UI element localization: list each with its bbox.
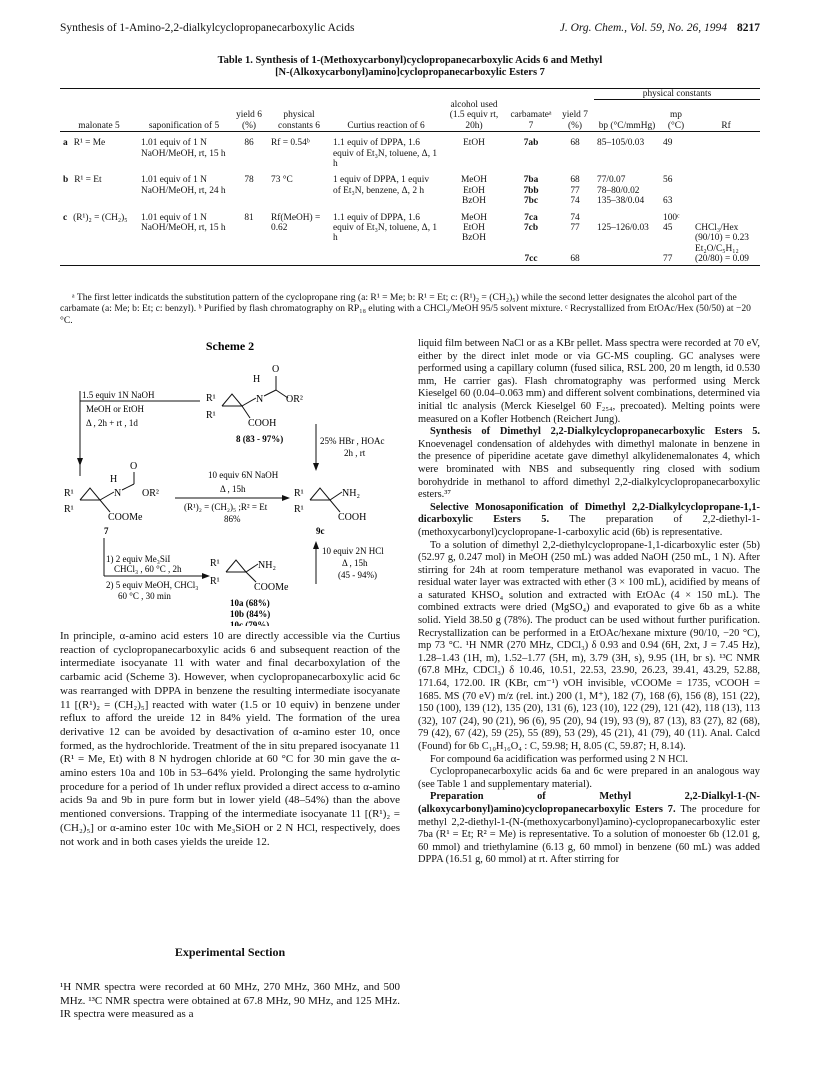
paragraph: ¹H NMR spectra were recorded at 60 MHz, 270 MHz, 360 MHz, and 500 MHz. ¹³C NMR spectra were obtained at 67.8 MHz, 90 MHz, and 125 MHz. IR spectra were measured as a bbox=[60, 981, 400, 1021]
table-cell: 78 bbox=[244, 175, 254, 186]
paragraph bbox=[418, 791, 760, 867]
r1-label: R¹ bbox=[206, 410, 216, 421]
table-cell: 74 77 68 bbox=[570, 212, 580, 265]
table-cell bbox=[692, 132, 760, 170]
table-cell: MeOH EtOH BzOH bbox=[460, 212, 488, 244]
h-label: H bbox=[253, 374, 261, 385]
left-column bbox=[60, 630, 400, 849]
compound-8-label: 8 (83 - 97%) bbox=[236, 434, 284, 444]
compound-7-label: 7 bbox=[104, 526, 109, 536]
table-cell: 68 bbox=[570, 138, 580, 149]
yield-10b: 10b (84%) bbox=[230, 609, 271, 619]
column-header: yield 6 (%) bbox=[236, 110, 262, 131]
paragraph-text: The preparation of 2,2-diethyl-1-(methoxycarbonyl)cyclopropane-1-carboxylic acid (6b) is representative. bbox=[418, 514, 761, 538]
column-header: saponification of 5 bbox=[148, 120, 220, 131]
paragraph-text: The procedure for methyl 2,2-diethyl-1-(N-(methoxycarbonyl)amino)-cyclopropanecarboxylic ester 7ba (R¹ = Et; R² = Me) is representative. To a solution of monoester 6b (12.01 g, 60 mmol) and triethylamine (6.13 g, 60 mmol) in benzene (60 mL) was added DPPA (16.51 g, 60 mmol) at rt. After stirring for bbox=[418, 803, 760, 866]
paragraph: For compound 6a acidification was performed using 2 N HCl. bbox=[430, 753, 688, 765]
running-title: Synthesis of 1-Amino-2,2-dialkylcyclopropanecarboxylic Acids bbox=[60, 22, 355, 34]
cooh-label: COOH bbox=[248, 418, 277, 429]
table-cell bbox=[692, 169, 760, 206]
column-header: Curtius reaction of 6 bbox=[347, 120, 425, 131]
table-cell: EtOH bbox=[463, 138, 485, 149]
paragraph bbox=[418, 502, 760, 540]
condition-text: 2) 5 equiv MeOH, CHCl₃ bbox=[106, 580, 199, 590]
paragraph-text: Knoevenagel condensation of aldehydes with dimethyl malonate in benzene in the presence of piperidine acetate gave dimethyl alkylidenemalonates 4, which were brominated with NBS and subsequently ring closed with sodium borohydride in methanol to afford dimethyl 2,2-dialkylcyclopropanecarboxylic esters.³⁷ bbox=[418, 438, 760, 501]
yield-10c: 10c (79%) bbox=[230, 620, 270, 626]
table-cell: 1.01 equiv of 1 N NaOH/MeOH, rt, 15 h bbox=[141, 138, 226, 159]
table-cell: 1 equiv of DPPA, 1 equiv of Et₃N, benzene, Δ, 2 h bbox=[333, 175, 430, 196]
malonate-value: R¹ = Et bbox=[74, 175, 102, 186]
condition-text: 1.5 equiv 1N NaOH bbox=[82, 390, 155, 400]
paragraph: In principle, α-amino acid esters 10 are directly accessible via the Curtius reaction of cyclopropanecarboxylic acids 6 and subsequent reaction of the intermediate isocyanate 11 with water and final decarboxylation of the carbamic acid (Scheme 3). However, when cyclopropanecarboxylic acid 6c was rearranged with DPPA in benzene the resulting intermediate isocyanate 11 [(R¹)₂ = (CH₂)₅] reacted with water (1.5 or 10 equiv) in benzene under reflux to afford the ureide 12 in 84% yield. The formation of the urea derivative 12 can be avoided by desactivation of α-amino ester 10, once formed, as the hydrochloride. Treatment of the in situ prepared isocyanate 11 (R¹ = Me, Et) with 8 N hydrogen chloride at 60 °C for 30 min gave the α-amino esters 10a and 10b in 53–64% yield. Prolonging the same hydrolytic procedure for a period of 1h under reflux provided a direct access to α-amino acids 9a and 9b in pure form but in lower yield (48–54%) than the above mentioned conversions. Trapping of the intermediate isocyanate 11 [(R¹)₂ = (CH₂)₅] or α-amino ester 10c with Me₃SiOH or 2 N HCl, respectively, does not work and in both cases yields the ureide 12. bbox=[60, 630, 400, 848]
coome-label: COOMe bbox=[108, 512, 143, 523]
section-title: Experimental Section bbox=[174, 945, 286, 959]
table-caption bbox=[60, 55, 760, 79]
yield-10a: 10a (68%) bbox=[230, 598, 270, 608]
column-header: malonate 5 bbox=[78, 120, 120, 131]
o-label: O bbox=[272, 364, 280, 375]
condition-text: Δ , 15h bbox=[220, 484, 246, 494]
table-cell: 1.1 equiv of DPPA, 1.6 equiv of Et₃N, toluene, Δ, 1 h bbox=[333, 138, 438, 169]
group-header: physical constants bbox=[594, 89, 760, 100]
r1-label: R¹ bbox=[210, 576, 220, 587]
table-cell: 56 63 bbox=[663, 175, 673, 207]
table-row bbox=[60, 132, 760, 170]
table-row bbox=[60, 169, 760, 206]
caption-line: Table 1. Synthesis of 1-(Methoxycarbonyl)cyclopropanecarboxylic Acids 6 and Methyl bbox=[217, 55, 603, 66]
table-cell: 85–105/0.03 bbox=[597, 138, 645, 149]
row-key: b bbox=[63, 175, 69, 186]
condition-text: (R¹)₂ = (CH₂)₅ ;R² = Et bbox=[184, 502, 268, 512]
column-header: mp (°C) bbox=[667, 110, 685, 131]
column-header: bp (°C/mmHg) bbox=[598, 120, 656, 131]
compound-8-structure bbox=[206, 364, 303, 444]
compound-10-structure bbox=[210, 558, 289, 593]
page-number: 8217 bbox=[737, 22, 760, 34]
condition-text: Δ , 15h bbox=[342, 558, 368, 568]
table-cell: Rf = 0.54ᵇ bbox=[271, 138, 310, 149]
table-cell: CHCl₃/Hex (90/10) = 0.23 Et₂O/C₅H₁₂ (20/80) = 0.09 bbox=[695, 222, 749, 265]
paragraph: To a solution of dimethyl 2,2-diethylcyclopropane-1,1-dicarboxylic ester (5b) (52.97 g, 0.247 mol) in MeOH (250 mL) was added NaOH (250 mL, 1 N). After stirring for 24h at room temperature methanol was evaporated in vacuo. The residual water layer was extracted with ether (3 × 100 mL), acidified by means of a saturated KHSO₄ solution and extracted with EtOAc (4 × 150 mL). The combined extracts were dried (MgSO₄) and evaporated to give 6b as a white solid. Yield 38.50 g (78%). The product can be used without further purification. Recrystallization can be performed in a EtOAc/hexane mixture (90/10, −20 °C), mp 73 °C. ¹H NMR (270 MHz, CDCl₃) δ 0.93 and 0.94 (6H, 2xt, J = 7.45 Hz), 1.28–1.43 (1H, m), 1.52–1.77 (5H, m), 3.79 (3H, s), 9.95 (1H, br s). ¹³C NMR (67.8 MHz, CDCl₃) δ 10.46, 10.51, 22.53, 23.90, 26.23, 39.41, 43.29, 52.88, 171.64, 172.00. IR (KBr, cm⁻¹) νOH invisible, νCOOMe = 1735, νCOOH = 1685. MS (70 eV) m/z (rel. int.) 200 (1, M⁺), 182 (7), 168 (6), 156 (8), 151 (22), 150 (100), 139 (12), 135 (20), 131 (6), 123 (10), 122 (29), 121 (42), 118 (13), 113 (32), 107 (24), 90 (21), 96 (6), 95 (20), 94 (19), 93 (9), 87 (13), 83 (27), 82 (68), 79 (42), 67 (42), 59 (25), 55 (89), 53 (29), 45 (21), 41 (79), 40 (11). Anal. Calcd (Found) for 6b C₁₀H₁₆O₄ : C, 59.98; H, 8.05 (C, 59.87; H, 8.14). bbox=[418, 539, 760, 752]
table-cell bbox=[60, 132, 138, 170]
table-cell bbox=[60, 169, 138, 206]
subsection-heading: Preparation of Methyl 2,2-Dialkyl-1-(N-(alkoxycarbonyl)amino)cyclopropanecarboxylic Esters 7. bbox=[418, 791, 760, 815]
compound-9c-structure bbox=[294, 488, 366, 536]
table-1 bbox=[60, 88, 760, 266]
o-label: O bbox=[130, 461, 138, 472]
table-cell: 73 °C bbox=[271, 175, 293, 186]
table-cell: 1.1 equiv of DPPA, 1.6 equiv of Et₃N, toluene, Δ, 1 h bbox=[333, 212, 438, 244]
condition-text: 2h , rt bbox=[344, 448, 366, 458]
paragraph bbox=[418, 426, 760, 502]
condition-text: Δ , 2h + rt , 1d bbox=[86, 418, 138, 428]
table-cell: 7ba 7bb 7bc bbox=[523, 175, 539, 207]
column-header: physical constants 6 bbox=[278, 110, 320, 131]
row-key: c bbox=[63, 212, 68, 223]
table-cell: MeOH EtOH BzOH bbox=[460, 175, 488, 207]
condition-text: MeOH or EtOH bbox=[86, 404, 144, 414]
scheme-title: Scheme 2 bbox=[205, 339, 255, 353]
nh2-label: NH₂ bbox=[342, 488, 360, 499]
journal-citation bbox=[560, 22, 760, 34]
table-cell: 68 77 74 bbox=[570, 175, 580, 207]
condition-text: 10 equiv 2N HCl bbox=[322, 546, 384, 556]
h-label: H bbox=[110, 474, 118, 485]
table-cell: 49 bbox=[663, 138, 673, 149]
table-cell: 1.01 equiv of 1 N NaOH/MeOH, rt, 15 h bbox=[141, 212, 226, 233]
column-header: alcohol used (1.5 equiv rt, 20h) bbox=[449, 99, 499, 131]
table-cell: 81 bbox=[244, 212, 254, 223]
table-cell: 7ca 7cb 7cc bbox=[523, 212, 539, 265]
malonate-value: R¹ = Me bbox=[73, 138, 106, 149]
condition-text: 86% bbox=[224, 514, 241, 524]
malonate-value: (R¹)₂ = (CH₂)₅ bbox=[73, 212, 128, 223]
subsection-heading: Selective Monosaponification of Dimethyl 2,2-Dialkylcyclopropane-1,1-dicarboxylic Esters 5. bbox=[418, 501, 760, 526]
n-label: N bbox=[256, 394, 264, 405]
right-column bbox=[418, 338, 760, 867]
condition-text: 25% HBr , HOAc bbox=[320, 436, 385, 446]
journal-name: J. Org. Chem., Vol. 59, No. 26, 1994 bbox=[559, 22, 727, 34]
coome-label: COOMe bbox=[254, 582, 289, 593]
column-header: carbamateᵃ 7 bbox=[510, 110, 552, 131]
r1-label: R¹ bbox=[206, 393, 216, 404]
r1-label: R¹ bbox=[294, 504, 304, 515]
experimental-paragraph bbox=[60, 970, 400, 1033]
table-cell: 77/0.07 78–80/0.02 135–38/0.04 bbox=[597, 175, 645, 207]
paragraph: Cyclopropanecarboxylic acids 6a and 6c were prepared in an analogous way (see Table 1 and supplementary material). bbox=[418, 766, 760, 790]
table-footnote: ᵃ The first letter indicatds the substitution pattern of the cyclopropane ring (a: R¹ = Me; b: R¹ = Et; c: (R¹)₂ = (CH₂)₅) while the second letter designates the alcohol part of the carbamate (a: Me; b: Et; c: benzyl). ᵇ Purified by flash chromatography on RP₁₈ eluting with a CHCl₃/MeOH 95/5 solvent mixture. ᶜ Recrystallized from EtOAc/Hex (50/50) at −20 °C. bbox=[60, 292, 751, 326]
paragraph: liquid film between NaCl or as a KBr pellet. Mass spectra were recorded at 70 eV, either by the direct inlet mode or via GC-MS coupling. GC analyses were performed using a capillary column (fused silica, RSL 200, 20 m length, id 0.530 mm, He carrier gas). Flash chromatography was performed using Merck Kieselgel 60 (0.04–0.063 mm) and different solvent combinations, determined via initial tlc analysis (Merck Kieselgel 60 F₂₅₄, precoated). Melting points were measured on a Kofler Hotbench (Reichert Jung). bbox=[418, 338, 760, 425]
table-cell: 7ab bbox=[523, 138, 539, 149]
condition-text: (45 - 94%) bbox=[338, 570, 377, 580]
compound-7-structure bbox=[64, 461, 159, 536]
table-cell: 125–126/0.03 bbox=[597, 222, 649, 233]
column-header: Rf bbox=[721, 120, 731, 131]
condition-text: 10 equiv 6N NaOH bbox=[208, 470, 279, 480]
r1-label: R¹ bbox=[64, 504, 74, 515]
r1-label: R¹ bbox=[210, 558, 220, 569]
scheme-2 bbox=[60, 336, 400, 626]
condition-text: CHCl₃ , 60 °C , 2h bbox=[114, 564, 182, 574]
caption-line: [N-(Alkoxycarbonyl)amino]cyclopropanecarboxylic Esters 7 bbox=[275, 67, 545, 78]
nh2-label: NH₂ bbox=[258, 560, 276, 571]
table-cell: 100ᶜ 45 77 bbox=[663, 212, 680, 265]
compound-9c-label: 9c bbox=[316, 526, 325, 536]
table-row bbox=[60, 207, 760, 266]
table-cell bbox=[60, 207, 138, 266]
table-cell: 86 bbox=[244, 138, 254, 149]
condition-text: 1) 2 equiv Me₃SiI bbox=[106, 554, 171, 564]
condition-text: 60 °C , 30 min bbox=[118, 591, 171, 601]
table-cell: 1.01 equiv of 1 N NaOH/MeOH, rt, 24 h bbox=[141, 175, 226, 196]
table-cell: Rf(MeOH) = 0.62 bbox=[271, 212, 321, 233]
r1-label: R¹ bbox=[294, 488, 304, 499]
subsection-heading: Synthesis of Dimethyl 2,2-Dialkylcyclopropanecarboxylic Esters 5. bbox=[430, 426, 760, 438]
or2-label: OR² bbox=[286, 394, 303, 405]
or2-label: OR² bbox=[142, 488, 159, 499]
r1-label: R¹ bbox=[64, 488, 74, 499]
column-header: yield 7 (%) bbox=[562, 110, 588, 131]
cooh-label: COOH bbox=[338, 512, 367, 523]
n-label: N bbox=[114, 488, 122, 499]
row-key: a bbox=[63, 138, 68, 149]
